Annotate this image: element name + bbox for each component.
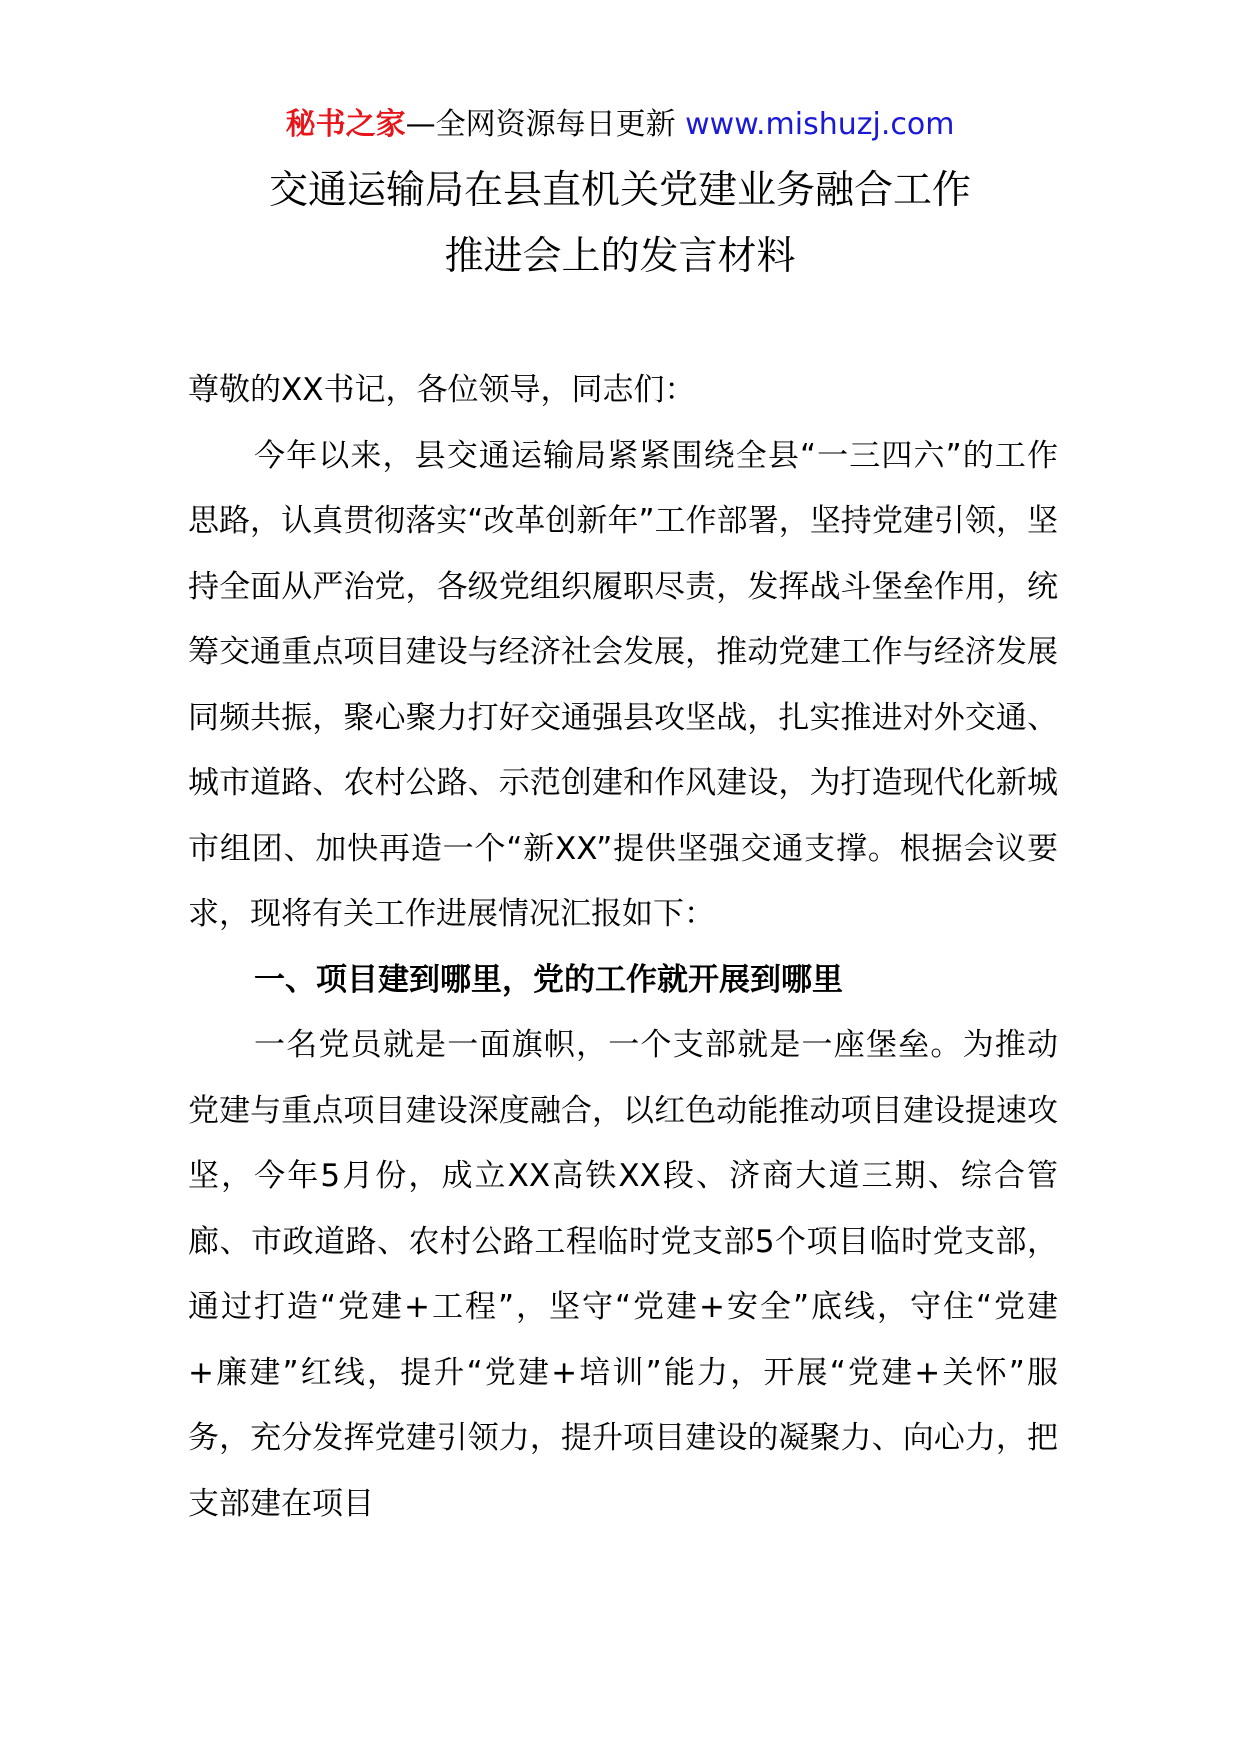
document-body: [188, 358, 1058, 1537]
paragraph-intro: 今年以来，县交通运输局紧紧围绕全县“一三四六”的工作思路，认真贯彻落实“改革创新年”工作部署，坚持党建引领，坚持全面从严治党，各级党组织履职尽责，发挥战斗堡垒作用，统筹交通重点项目建设与经济社会发展，推动党建工作与经济发展同频共振，聚心聚力打好交通强县攻坚战，扎实推进对外交通、城市道路、农村公路、示范创建和作风建设，为打造现代化新城市组团、加快再造一个“新XX”提供坚强交通支撑。根据会议要求，现将有关工作进展情况汇报如下：: [188, 437, 1058, 932]
document-title-line-1: 交通运输局在县直机关党建业务融合工作: [268, 168, 971, 213]
brand-name: 秘书之家: [285, 107, 406, 142]
site-header: [0, 100, 1240, 150]
section-heading-1: 一、项目建到哪里，党的工作就开展到哪里: [254, 961, 843, 998]
site-url-link[interactable]: www.mishuzj.com: [685, 107, 955, 142]
paragraph-section-1: 一名党员就是一面旗帜，一个支部就是一座堡垒。为推动党建与重点项目建设深度融合，以红色动能推动项目建设提速攻坚，今年5月份，成立XX高铁XX段、济商大道三期、综合管廊、市政道路、农村公路工程临时党支部5个项目临时党支部，通过打造“党建+工程”，坚守“党建+安全”底线，守住“党建+廉建”红线，提升“党建+培训”能力，开展“党建+关怀”服务，充分发挥党建引领力，提升项目建设的凝聚力、向心力，把支部建在项目: [188, 1027, 1058, 1522]
header-tagline: —全网资源每日更新: [405, 107, 686, 142]
document-title-line-2: 推进会上的发言材料: [444, 234, 796, 279]
salutation: 尊敬的XX书记，各位领导，同志们：: [188, 372, 696, 408]
